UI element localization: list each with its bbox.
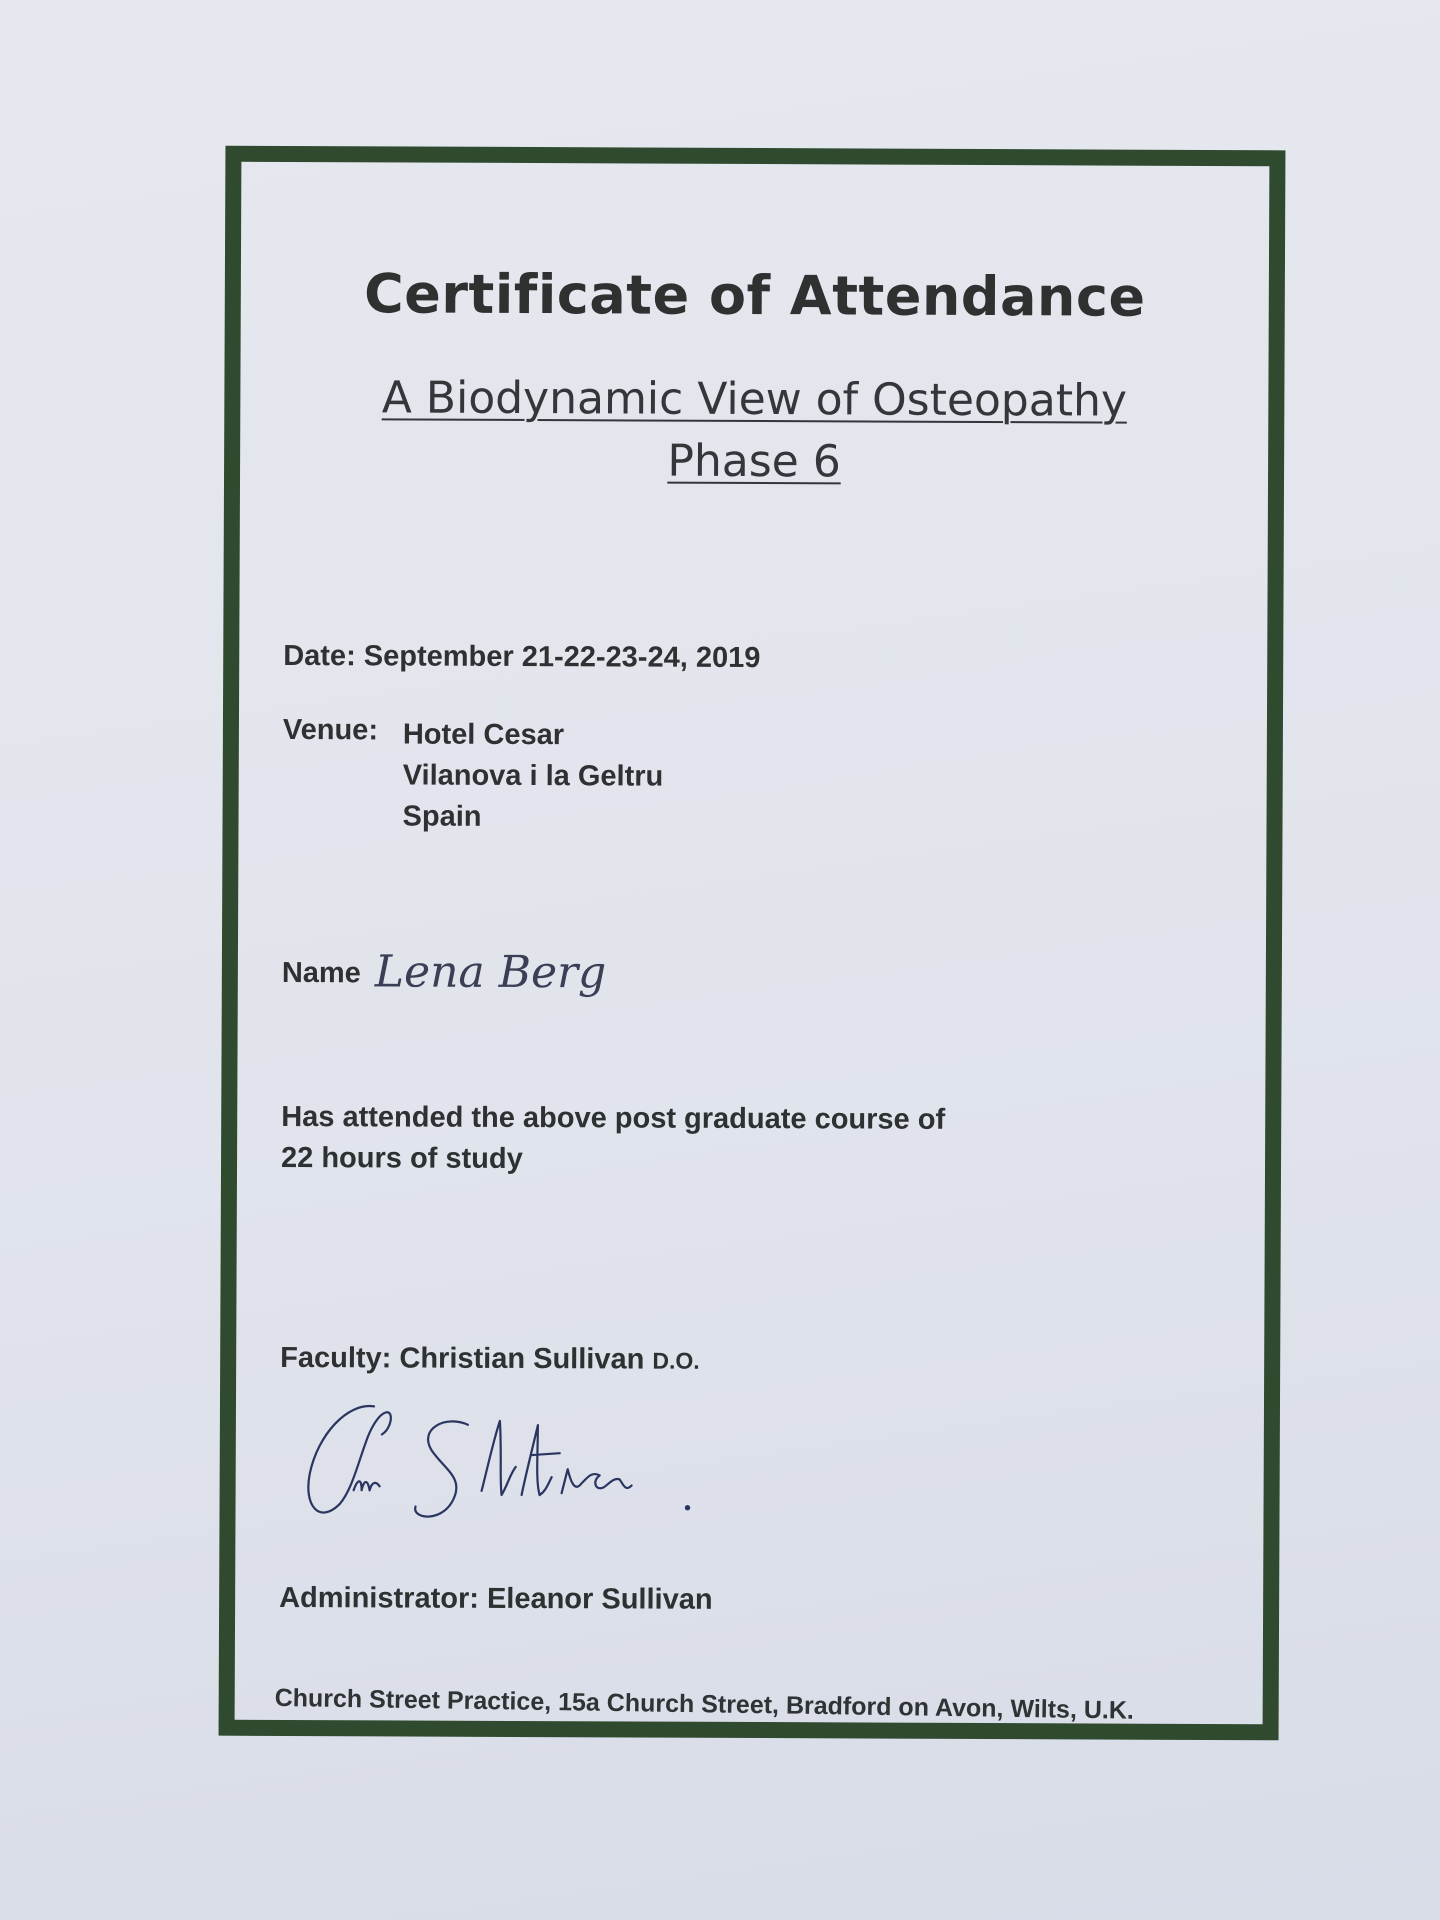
- course-phase: Phase 6: [667, 435, 841, 488]
- certificate-title: Certificate of Attendance: [363, 262, 1146, 329]
- name-row: [281, 942, 607, 999]
- faculty-line: [280, 1342, 700, 1377]
- venue-address: [402, 714, 663, 838]
- faculty-name: Faculty: Christian Sullivan: [280, 1341, 645, 1376]
- venue-line-country: Spain: [402, 800, 482, 833]
- venue-line-hotel: Hotel Cesar: [402, 718, 565, 752]
- venue-label: Venue:: [282, 713, 379, 747]
- certificate-frame: [219, 146, 1286, 1741]
- venue-line-town: Vilanova i la Geltru: [402, 759, 664, 793]
- faculty-credential: D.O.: [652, 1347, 700, 1374]
- attendance-statement: [281, 1097, 1141, 1183]
- date-line: Date: September 21-22-23-24, 2019: [283, 639, 761, 675]
- name-label: Name: [281, 956, 361, 990]
- attendee-name: Lena Berg: [374, 946, 607, 999]
- attendance-line-1: Has attended the above post graduate course of: [281, 1100, 946, 1136]
- practice-address-footer: Church Street Practice, 15a Church Street, Bradford on Avon, Wilts, U.K.: [274, 1683, 1135, 1725]
- administrator-line: Administrator: Eleanor Sullivan: [279, 1581, 713, 1616]
- attendance-line-2: 22 hours of study: [280, 1141, 523, 1176]
- faculty-signature: [295, 1394, 716, 1546]
- course-title: A Biodynamic View of Osteopathy: [381, 372, 1128, 427]
